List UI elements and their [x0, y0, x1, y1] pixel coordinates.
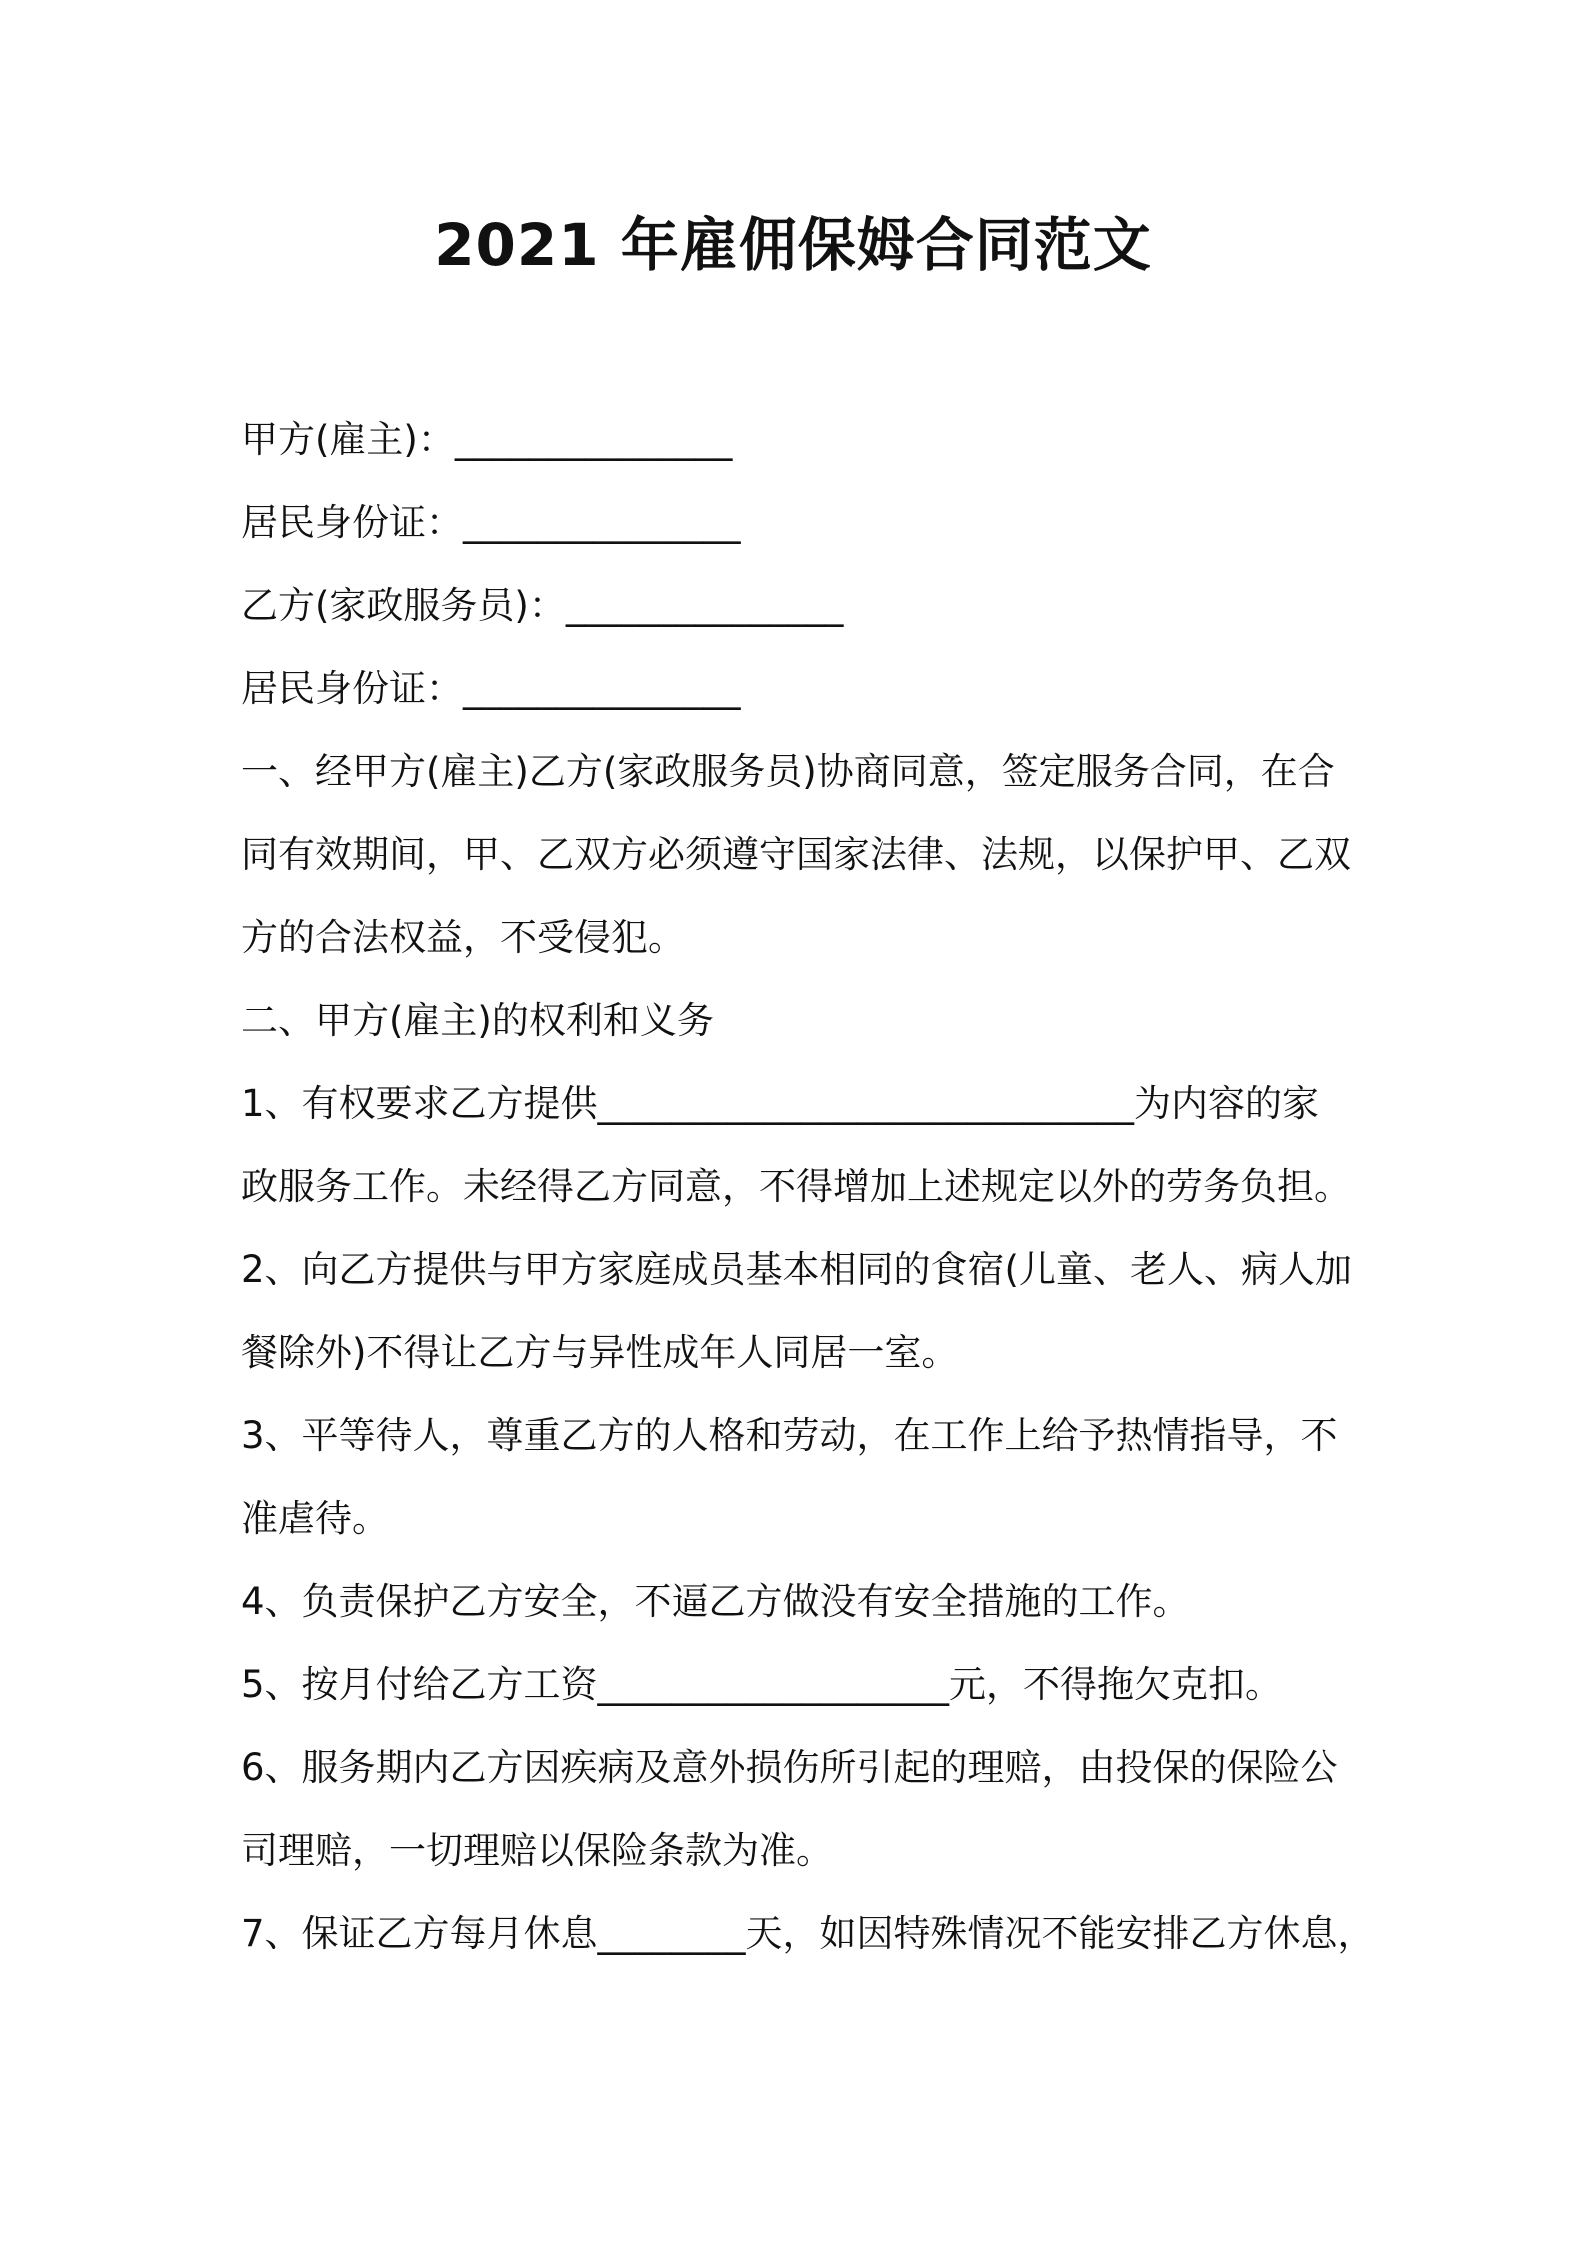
paragraph-line: 方的合法权益，不受侵犯。 — [241, 916, 685, 959]
clause-3-line: 准虐待。 — [241, 1497, 389, 1540]
clause-1-line: 1、有权要求乙方提供_____________________________为内容的家 — [241, 1082, 1320, 1125]
clause-2-line: 2、向乙方提供与甲方家庭成员基本相同的食宿(儿童、老人、病人加 — [241, 1248, 1352, 1291]
clause-6-line: 6、服务期内乙方因疾病及意外损伤所引起的理赔，由投保的保险公 — [241, 1746, 1338, 1789]
clause-2-line: 餐除外)不得让乙方与异性成年人同居一室。 — [241, 1331, 959, 1374]
paragraph-line: 同有效期间，甲、乙双方必须遵守国家法律、法规，以保护甲、乙双 — [241, 833, 1351, 876]
party-b-id-line: 居民身份证：_______________ — [241, 667, 741, 710]
clause-5-line: 5、按月付给乙方工资___________________元，不得拖欠克扣。 — [241, 1663, 1283, 1706]
clause-1-line: 政服务工作。未经得乙方同意，不得增加上述规定以外的劳务负担。 — [241, 1165, 1351, 1208]
clause-4-line: 4、负责保护乙方安全，不逼乙方做没有安全措施的工作。 — [241, 1580, 1190, 1623]
party-b-housekeeper-line: 乙方(家政服务员)：_______________ — [241, 584, 844, 627]
document-title: 2021 年雇佣保姆合同范文 — [434, 211, 1152, 279]
clause-6-line: 司理赔，一切理赔以保险条款为准。 — [241, 1829, 833, 1872]
paragraph-line: 一、经甲方(雇主)乙方(家政服务员)协商同意，签定服务合同，在合 — [241, 750, 1335, 793]
clause-7-line: 7、保证乙方每月休息________天，如因特殊情况不能安排乙方休息， — [241, 1912, 1375, 1955]
clause-3-line: 3、平等待人，尊重乙方的人格和劳动，在工作上给予热情指导，不 — [241, 1414, 1338, 1457]
section-heading: 二、甲方(雇主)的权利和义务 — [241, 999, 714, 1042]
party-a-id-line: 居民身份证：_______________ — [241, 501, 741, 544]
party-a-employer-line: 甲方(雇主)：_______________ — [241, 418, 733, 461]
